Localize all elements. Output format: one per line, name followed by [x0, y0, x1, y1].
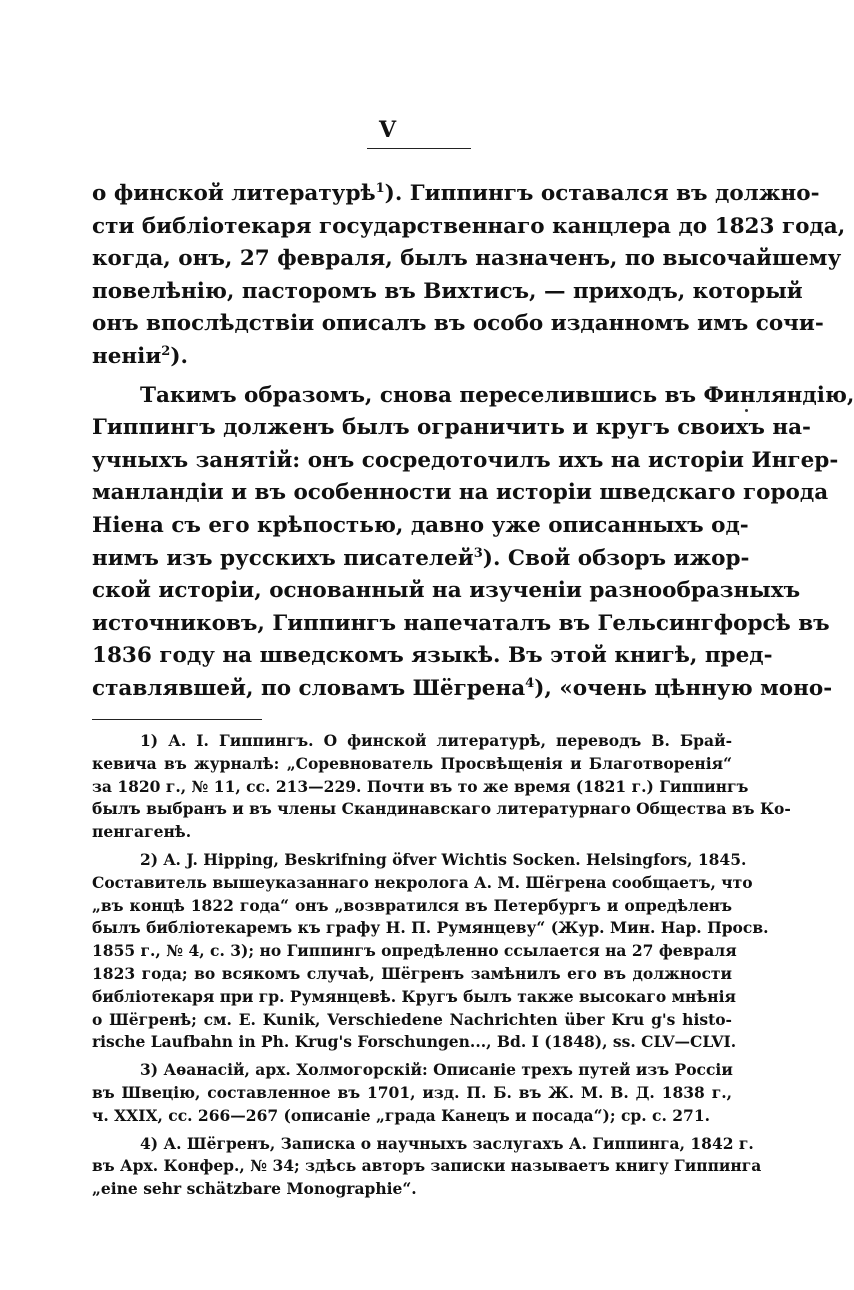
- text-line: повелѣнію, пасторомъ въ Вихтисъ, — приходъ, который: [92, 278, 803, 304]
- text-line: Ніена съ его крѣпостью, давно уже описанныхъ од-: [92, 512, 749, 538]
- text-line: манландіи и въ особенности на исторіи шведскаго города: [92, 480, 829, 506]
- footnote-line: въ Арх. Конфер., № 34; здѣсь авторъ записки называетъ книгу Гиппинга: [92, 1156, 762, 1176]
- footnote-line: библіотекаря при гр. Румянцевѣ. Кругъ былъ также высокаго мнѣнія: [92, 986, 736, 1006]
- footnote-line: былъ выбранъ и въ члены Скандинавскаго литературнаго Общества въ Ко-: [92, 799, 791, 819]
- page-header: [0, 118, 775, 142]
- text-line: 1836 году на шведскомъ языкѣ. Въ этой книгѣ, пред-: [92, 643, 773, 669]
- footnote-line: 1823 года; во всякомъ случаѣ, Шёгренъ замѣнилъ его въ должности: [92, 963, 732, 983]
- footnote-1: [92, 730, 791, 844]
- footnote-ref: 3: [473, 545, 483, 561]
- footnote-3: [92, 1059, 732, 1127]
- footnote-line: „eine sehr schätzbare Monographie“.: [92, 1179, 417, 1199]
- footnote-line: за 1820 г., № 11, сс. 213—229. Почти въ то же время (1821 г.) Гиппингъ: [92, 776, 749, 796]
- text-line: Такимъ образомъ, снова переселившись въ Финляндію,: [140, 382, 854, 408]
- text-line: сти библіотекаря государственнаго канцлера до 1823 года,: [92, 213, 846, 239]
- footnote-ref: 4: [525, 675, 535, 691]
- footnote-line: 1855 г., № 4, с. 3); но Гиппингъ опредѣленно ссылается на 27 февраля: [92, 941, 737, 961]
- footnote-line: 2) A. J. Hipping, Beskrifning öfver Wichtis Socken. Helsingfors, 1845.: [140, 849, 747, 869]
- text-line: о финской литературѣ$^1$). Гиппингъ оставался въ должно-: [92, 180, 820, 206]
- text-line: Гиппингъ долженъ былъ ограничить и кругъ своихъ на-: [92, 415, 811, 441]
- footnote-line: 3) Аѳанасій, арх. Холмогорскій: Описаніе трехъ путей изъ Россіи: [140, 1060, 733, 1080]
- margin-mark: [745, 409, 748, 412]
- text-line: ставлявшей, по словамъ Шёгрена$^4$), «очень цѣнную моно-: [92, 675, 833, 701]
- footnote-line: пенгагенѣ.: [92, 822, 192, 842]
- footnote-rule: [92, 719, 262, 720]
- footnote-line: кевича въ журналѣ: „Соревнователь Просвѣщенія и Благотворенія“: [92, 753, 732, 773]
- footnote-ref: 1: [375, 180, 385, 196]
- footnote-line: 4) А. Шёгренъ, Записка о научныхъ заслугахъ А. Гиппинга, 1842 г.: [140, 1133, 754, 1153]
- footnote-line: о Шёгренѣ; см. E. Kunik, Verschiedene Nachrichten über Kru g's histo-: [92, 1009, 732, 1029]
- footnote-line: Составитель вышеуказаннаго некролога А. М. Шёгрена сообщаетъ, что: [92, 872, 753, 892]
- main-text: [92, 178, 854, 706]
- footnote-line: былъ библіотекаремъ къ графу Н. П. Румянцеву“ (Жур. Мин. Нар. Просв.: [92, 918, 769, 938]
- footnote-2: [92, 849, 769, 1054]
- text-line: учныхъ занятій: онъ сосредоточилъ ихъ на исторіи Ингер-: [92, 447, 839, 473]
- paragraph-2: [92, 380, 854, 706]
- footnote-ref: 2: [161, 343, 171, 359]
- text-line: источниковъ, Гиппингъ напечаталъ въ Гельсингфорсѣ въ: [92, 610, 830, 636]
- footnote-line: rische Laufbahn in Ph. Krug's Forschungen..., Bd. I (1848), ss. CLV—CLVI.: [92, 1032, 737, 1052]
- header-rule: [367, 148, 471, 149]
- text-line: ской исторіи, основанный на изученіи разнообразныхъ: [92, 578, 801, 604]
- footnotes: [92, 730, 791, 1206]
- footnote-4: [92, 1133, 762, 1201]
- text-line: нимъ изъ русскихъ писателей$^3$). Свой обзоръ ижор-: [92, 545, 750, 571]
- footnote-line: въ Швецію, составленное въ 1701, изд. П. Б. въ Ж. М. В. Д. 1838 г.,: [92, 1082, 732, 1102]
- footnote-line: 1) А. І. Гиппингъ. О финской литературѣ, переводъ В. Брай-: [140, 731, 732, 750]
- page-number: V: [378, 117, 397, 143]
- text-line: онъ впослѣдствіи описалъ въ особо изданномъ имъ сочи-: [92, 311, 824, 337]
- text-line: когда, онъ, 27 февраля, былъ назначенъ, по высочайшему: [92, 246, 842, 272]
- footnote-line: „въ концѣ 1822 года“ онъ „возвратился въ Петербургъ и опредѣленъ: [92, 895, 732, 915]
- footnote-line: ч. XXIX, сс. 266—267 (описаніе „града Канецъ и посада“); ср. с. 271.: [92, 1105, 711, 1125]
- text-line: неніи$^2$).: [92, 343, 188, 369]
- paragraph-1: [92, 178, 846, 374]
